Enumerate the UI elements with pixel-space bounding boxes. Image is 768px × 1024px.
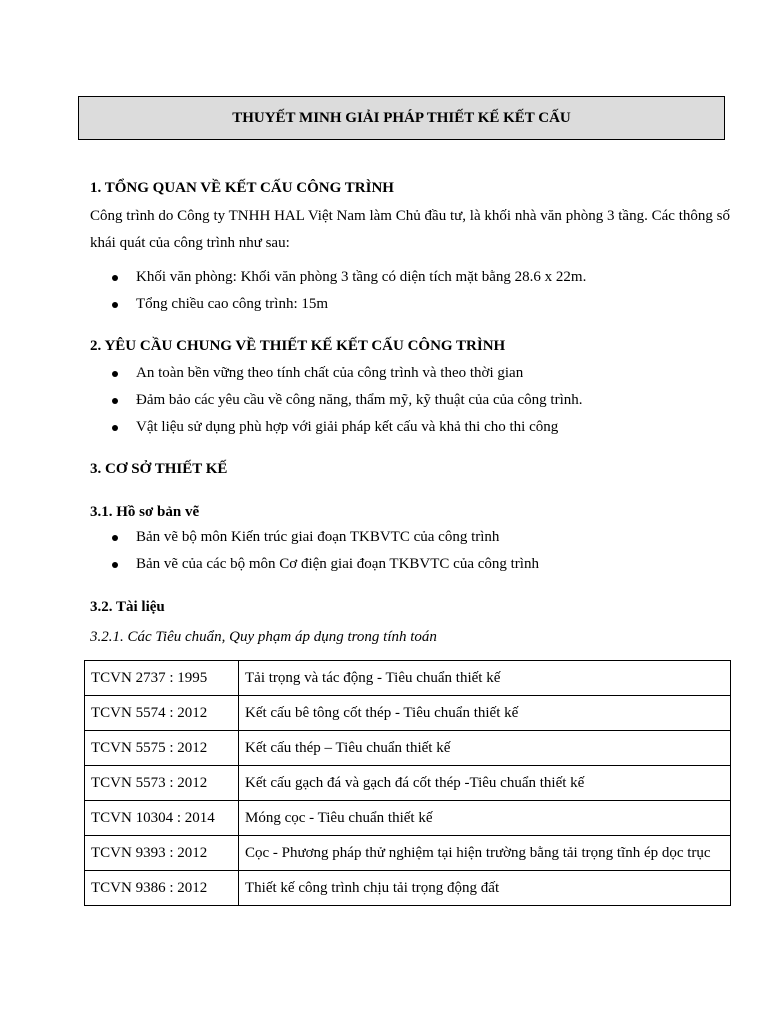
section-2-bullet-list <box>90 360 730 441</box>
bullet-icon <box>112 275 118 281</box>
list-item: Vật liệu sử dụng phù hợp với giải pháp kết cấu và khả thi cho thi công <box>90 414 730 441</box>
standard-name: Thiết kế công trình chịu tải trọng động đất <box>239 871 731 906</box>
standard-code: TCVN 5574 : 2012 <box>85 696 239 731</box>
list-item: Bản vẽ của các bộ môn Cơ điện giai đoạn TKBVTC của công trình <box>90 551 730 578</box>
table-row <box>85 836 731 871</box>
list-item: Khối văn phòng: Khối văn phòng 3 tầng có diện tích mặt bằng 28.6 x 22m. <box>90 264 730 291</box>
table-row <box>85 871 731 906</box>
section-2-heading: 2. YÊU CẦU CHUNG VỀ THIẾT KẾ KẾT CẤU CÔNG TRÌNH <box>90 338 506 354</box>
list-item: An toàn bền vững theo tính chất của công trình và theo thời gian <box>90 360 730 387</box>
standard-name: Kết cấu gạch đá và gạch đá cốt thép -Tiêu chuẩn thiết kế <box>239 766 731 801</box>
bullet-icon <box>112 398 118 404</box>
document-title-box <box>78 96 725 140</box>
standard-code: TCVN 2737 : 1995 <box>85 661 239 696</box>
standard-name: Kết cấu thép – Tiêu chuẩn thiết kế <box>239 731 731 766</box>
list-item: Tổng chiều cao công trình: 15m <box>90 291 730 318</box>
list-item: Đảm bảo các yêu cầu về công năng, thẩm mỹ, kỹ thuật của của công trình. <box>90 387 730 414</box>
bullet-icon <box>112 302 118 308</box>
section-1-heading: 1. TỔNG QUAN VỀ KẾT CẤU CÔNG TRÌNH <box>90 180 394 196</box>
standard-code: TCVN 5573 : 2012 <box>85 766 239 801</box>
section-3-heading: 3. CƠ SỞ THIẾT KẾ <box>90 461 228 477</box>
bullet-icon <box>112 425 118 431</box>
standards-table <box>84 660 731 906</box>
standard-name: Cọc - Phương pháp thử nghiệm tại hiện trường bằng tải trọng tĩnh ép dọc trục <box>239 836 731 871</box>
standard-name: Kết cấu bê tông cốt thép - Tiêu chuẩn thiết kế <box>239 696 731 731</box>
standard-name: Tải trọng và tác động - Tiêu chuẩn thiết kế <box>239 661 731 696</box>
document-title: THUYẾT MINH GIẢI PHÁP THIẾT KẾ KẾT CẤU <box>232 109 571 126</box>
table-row <box>85 766 731 801</box>
bullet-icon <box>112 562 118 568</box>
list-item: Bản vẽ bộ môn Kiến trúc giai đoạn TKBVTC của công trình <box>90 524 730 551</box>
section-3-1-heading: 3.1. Hồ sơ bản vẽ <box>90 504 200 520</box>
table-row <box>85 696 731 731</box>
standard-code: TCVN 9393 : 2012 <box>85 836 239 871</box>
standard-code: TCVN 9386 : 2012 <box>85 871 239 906</box>
section-3-2-1-heading: 3.2.1. Các Tiêu chuẩn, Quy phạm áp dụng trong tính toán <box>90 629 437 645</box>
section-1-bullet-list <box>90 264 730 318</box>
bullet-icon <box>112 535 118 541</box>
table-row <box>85 801 731 836</box>
section-1 <box>90 178 730 257</box>
table-row <box>85 731 731 766</box>
section-3-1-bullet-list <box>90 524 730 578</box>
standard-code: TCVN 10304 : 2014 <box>85 801 239 836</box>
bullet-icon <box>112 371 118 377</box>
section-3-2-heading: 3.2. Tài liệu <box>90 599 165 615</box>
section-1-paragraph: Công trình do Công ty TNHH HAL Việt Nam làm Chủ đầu tư, là khối nhà văn phòng 3 tầng. Các thông số khái quát của công trình như sau: <box>90 208 730 251</box>
standard-name: Móng cọc - Tiêu chuẩn thiết kế <box>239 801 731 836</box>
standard-code: TCVN 5575 : 2012 <box>85 731 239 766</box>
table-row <box>85 661 731 696</box>
